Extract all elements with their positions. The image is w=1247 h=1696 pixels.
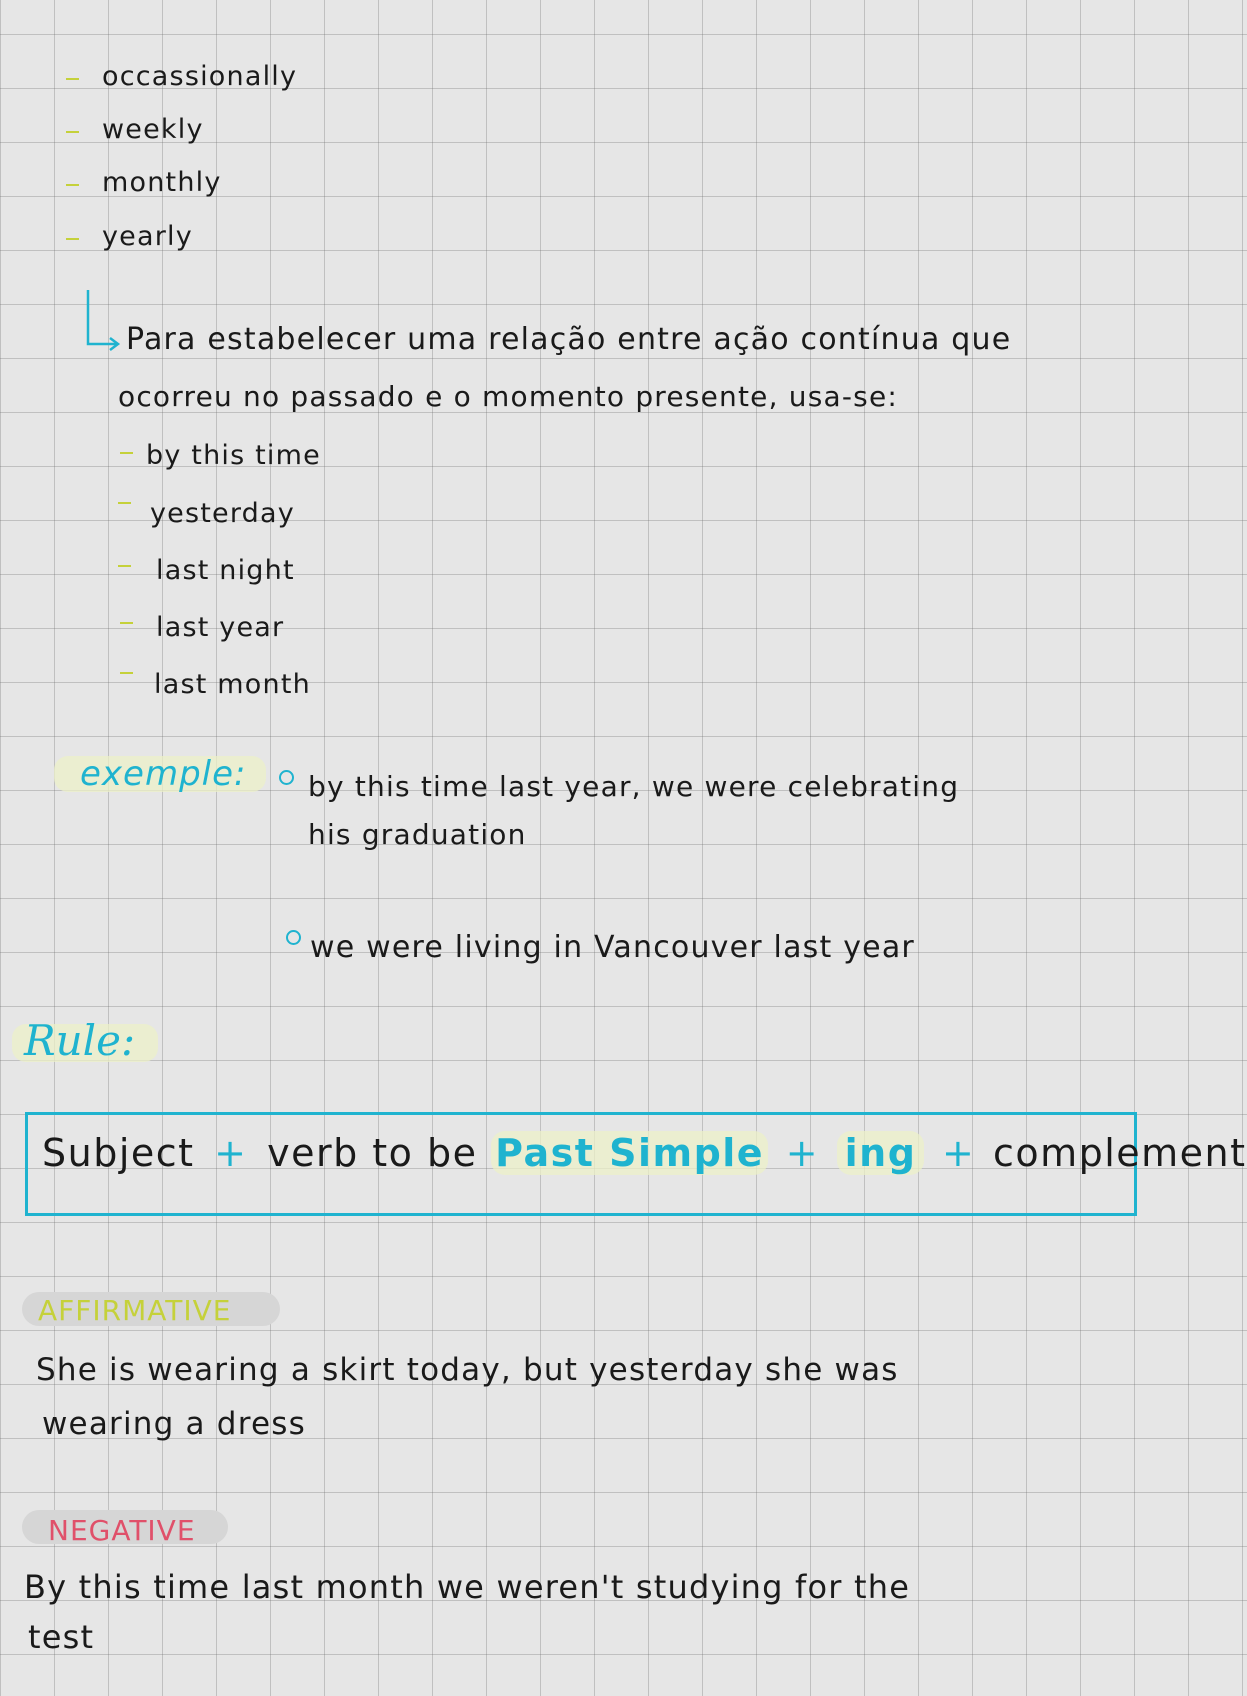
example-label: exemple: <box>80 754 247 794</box>
arrow-icon <box>80 288 124 352</box>
bullet-dash <box>66 78 79 80</box>
bullet-dash <box>66 131 79 133</box>
explanation-line-2: ocorreu no passado e o momento presente, usa-se: <box>118 380 899 413</box>
list-item: last year <box>156 612 285 643</box>
list-item: yearly <box>102 221 193 252</box>
circle-bullet-icon <box>286 930 301 945</box>
example-item-1-line-2: his graduation <box>308 818 527 851</box>
plus-icon: + <box>942 1131 976 1175</box>
explanation-line-1: Para estabelecer uma relação entre ação contínua que <box>126 322 1012 357</box>
bullet-dash <box>120 452 133 454</box>
example-item-2: we were living in Vancouver last year <box>310 930 915 965</box>
plus-icon: + <box>214 1131 248 1175</box>
affirmative-line-2: wearing a dress <box>42 1406 306 1442</box>
circle-bullet-icon <box>279 770 294 785</box>
rule-label: Rule: <box>24 1016 136 1065</box>
bullet-dash <box>120 622 133 624</box>
list-item: weekly <box>102 114 204 145</box>
formula-subject: Subject <box>42 1131 195 1175</box>
bullet-dash <box>118 565 131 567</box>
affirmative-label: AFFIRMATIVE <box>38 1294 232 1327</box>
list-item: occassionally <box>102 61 298 92</box>
formula-past-simple: Past Simple <box>491 1131 768 1175</box>
negative-line-2: test <box>28 1618 95 1656</box>
list-item: last month <box>154 669 311 700</box>
bullet-dash <box>118 502 131 504</box>
rule-formula <box>42 1131 1247 1175</box>
bullet-dash <box>120 672 133 674</box>
bullet-dash <box>66 238 79 240</box>
example-item-1-line-1: by this time last year, we were celebrating <box>308 770 960 803</box>
affirmative-line-1: She is wearing a skirt today, but yesterday she was <box>36 1352 899 1388</box>
formula-verb-to-be: verb to be <box>267 1131 478 1175</box>
list-item: monthly <box>102 167 222 198</box>
formula-ing: ing <box>837 1131 925 1175</box>
list-item: last night <box>156 555 295 586</box>
rule-formula-box <box>25 1112 1247 1216</box>
bullet-dash <box>66 184 79 186</box>
plus-icon: + <box>785 1131 820 1175</box>
formula-complement: complement <box>992 1131 1247 1175</box>
list-item: yesterday <box>150 498 295 529</box>
list-item: by this time <box>146 440 321 471</box>
negative-label: NEGATIVE <box>48 1514 196 1547</box>
negative-line-1: By this time last month we weren't studying for the <box>24 1568 911 1606</box>
